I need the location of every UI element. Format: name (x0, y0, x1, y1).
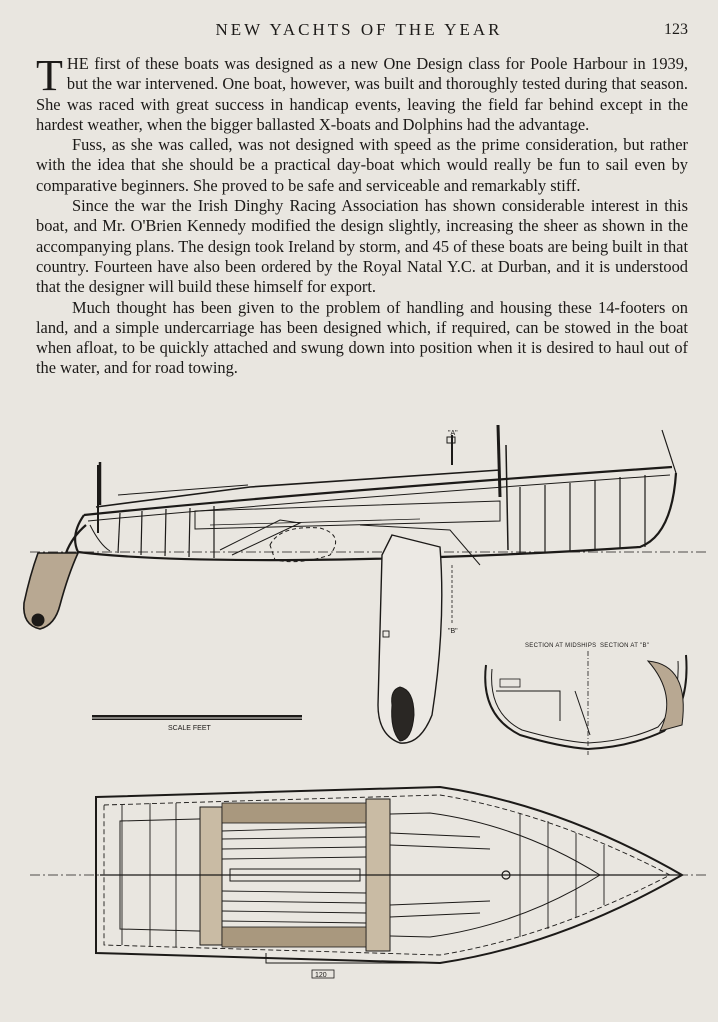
running-title: NEW YACHTS OF THE YEAR (215, 20, 503, 39)
marker-a-top: "A" (448, 430, 458, 437)
drop-cap: T (36, 51, 63, 100)
scale-bar (92, 715, 302, 732)
scale-label: SCALE FEET (168, 725, 211, 732)
boat-plans (0, 425, 718, 1022)
marker-b: "B" (448, 628, 458, 635)
paragraph-2: Fuss, as she was called, was not designed with speed as the prime consideration, but rather with the idea that she should be a practical day-boat which would really be fun to sail even by comparative beginners. She proved to be safe and serviceable and remarkably stiff. (36, 135, 688, 195)
sail-number: 120 (315, 972, 327, 979)
plan-drawing (30, 787, 708, 979)
paragraph-1 (36, 51, 688, 135)
section-label-b: SECTION AT "B" (600, 643, 650, 649)
section-drawings (485, 643, 686, 755)
page-header (0, 18, 718, 44)
page-number: 123 (664, 21, 688, 38)
article-body (36, 51, 688, 379)
profile-drawing (24, 425, 708, 743)
paragraph-1-text: HE first of these boats was designed as a new One Design class for Poole Harbour in 1939, but the war intervened. One boat, however, was built and thoroughly tested during that season. She was raced with great success in handicap events, leaving the field far behind except in the hardest weather, when the bigger ballasted X-boats and Dolphins had the advantage. (36, 54, 688, 134)
paragraph-4: Much thought has been given to the problem of handling and housing these 14-footers on land, and a simple undercarriage has been designed which, if required, can be stowed in the boat when afloat, to be quickly attached and swung down into position when it is desired to haul out of the water, and for road towing. (36, 297, 688, 378)
paragraph-3: Since the war the Irish Dinghy Racing Association has shown considerable interest in this boat, and Mr. O'Brien Kennedy modified the design slightly, increasing the sheer as shown in the accompanying plans. The design took Ireland by storm, and 45 of these boats are being built in that country. Fourteen have also been ordered by the Royal Natal Y.C. at Durban, and it is understood that the designer will build these himself for export. (36, 196, 688, 297)
section-label-midships: SECTION AT MIDSHIPS (525, 643, 597, 649)
